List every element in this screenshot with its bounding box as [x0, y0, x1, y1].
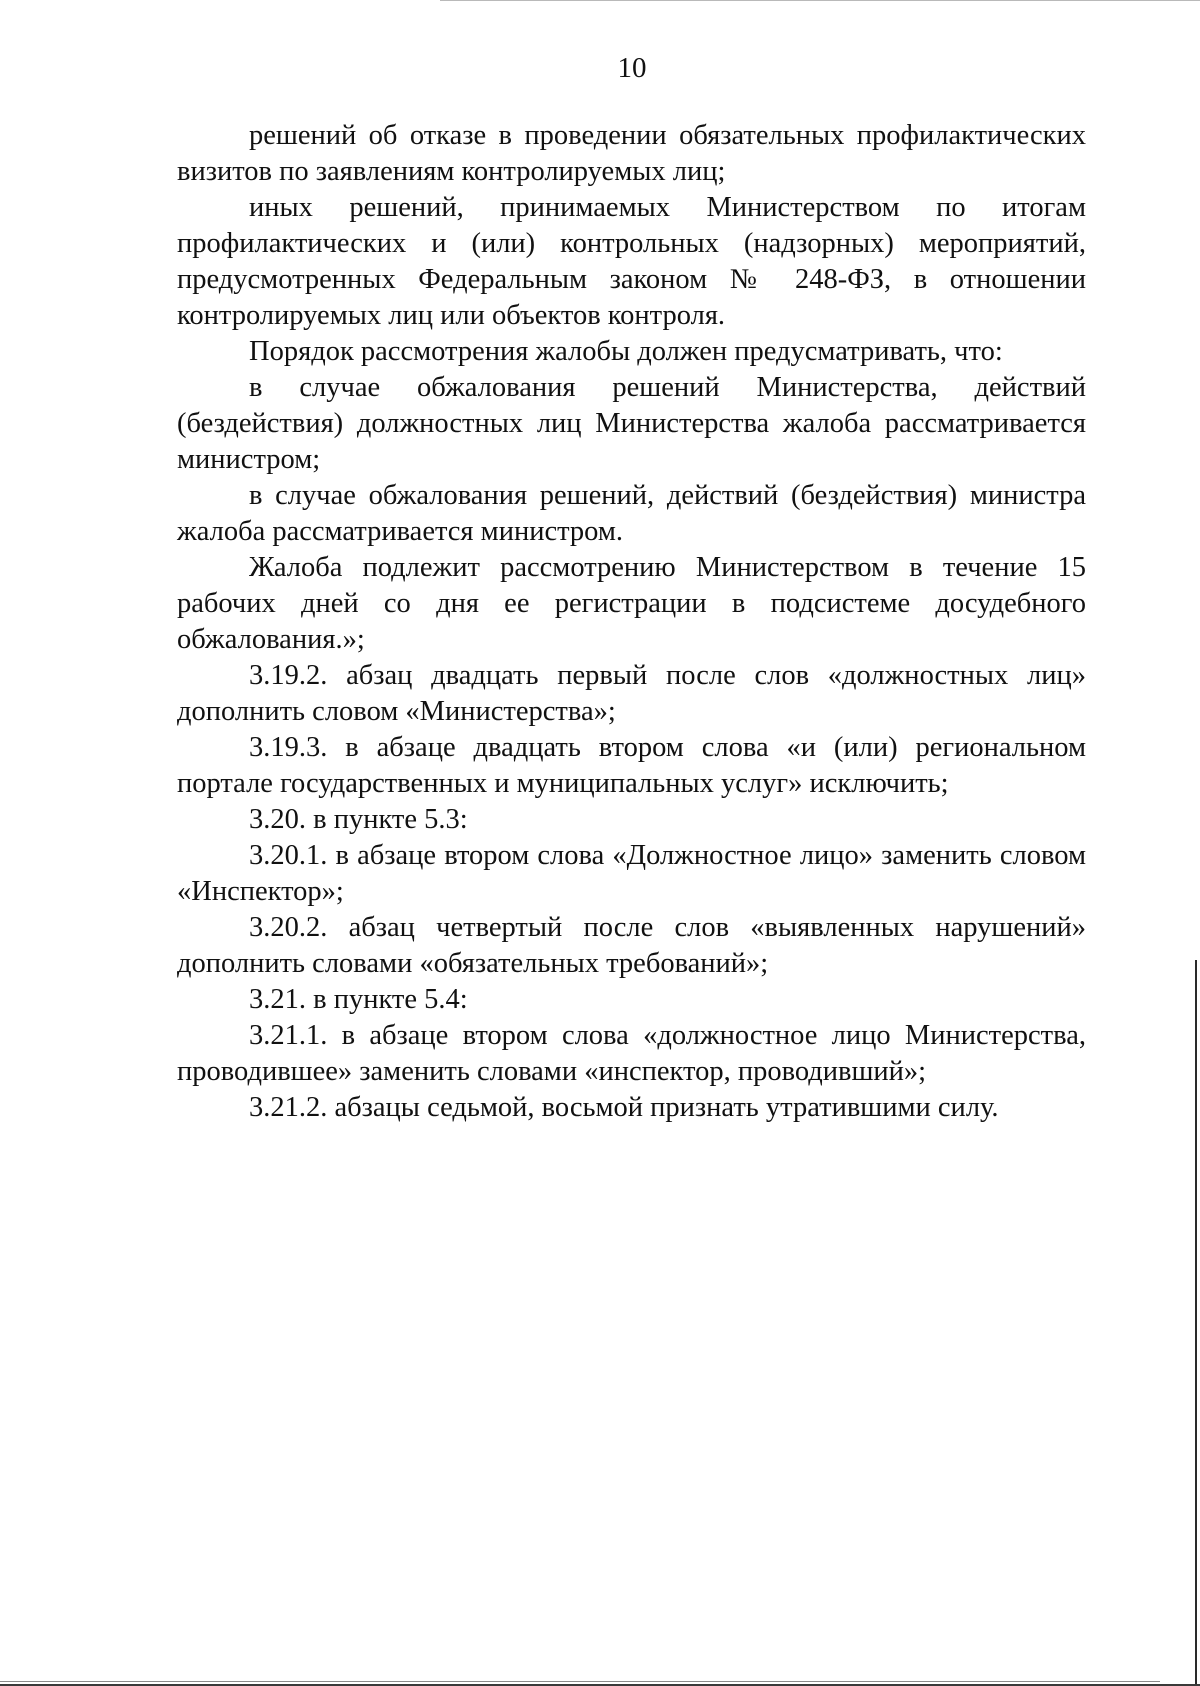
paragraph-3-20: 3.20. в пункте 5.3: [249, 804, 468, 835]
paragraph-3-19-3: 3.19.3. в абзаце двадцать втором слова «и (или) региональном портале государственных и муниципальных услуг» исключить; [177, 732, 1086, 799]
document-body [177, 118, 1086, 1126]
scan-edge-top [440, 0, 1200, 1]
paragraph-3-21-2: 3.21.2. абзацы седьмой, восьмой признать утратившими силу. [249, 1092, 999, 1123]
paragraph-complaint-procedure: Порядок рассмотрения жалобы должен предусматривать, что: [249, 336, 1003, 367]
scan-edge-right [1195, 960, 1197, 1686]
page-number: 10 [617, 52, 647, 84]
paragraph-review-period: Жалоба подлежит рассмотрению Министерством в течение 15 рабочих дней со дня ее регистрации в подсистеме досудебного обжалования.»; [177, 552, 1086, 655]
paragraph-other-decisions: иных решений, принимаемых Министерством по итогам профилактических и (или) контрольных (надзорных) мероприятий, предусмотренных Федеральным законом № 248-ФЗ, в отношении контролируемых лиц или объектов контроля. [177, 192, 1086, 331]
paragraph-3-21-1: 3.21.1. в абзаце втором слова «должностное лицо Министерства, проводившее» заменить словами «инспектор, проводивший»; [177, 1020, 1086, 1087]
paragraph-refusal-decisions: решений об отказе в проведении обязательных профилактических визитов по заявлениям контролируемых лиц; [177, 120, 1086, 187]
paragraph-minister-appeal: в случае обжалования решений, действий (бездействия) министра жалоба рассматривается министром. [177, 480, 1086, 547]
scan-edge-bottom [0, 1681, 1160, 1682]
paragraph-ministry-appeal: в случае обжалования решений Министерства, действий (бездействия) должностных лиц Министерства жалоба рассматривается министром; [177, 372, 1086, 475]
paragraph-3-20-1: 3.20.1. в абзаце втором слова «Должностное лицо» заменить словом «Инспектор»; [177, 840, 1086, 907]
paragraph-3-19-2: 3.19.2. абзац двадцать первый после слов «должностных лиц» дополнить словом «Министерства»; [177, 660, 1086, 727]
paragraph-3-21: 3.21. в пункте 5.4: [249, 984, 468, 1015]
paragraph-3-20-2: 3.20.2. абзац четвертый после слов «выявленных нарушений» дополнить словами «обязательных требований»; [177, 912, 1086, 979]
